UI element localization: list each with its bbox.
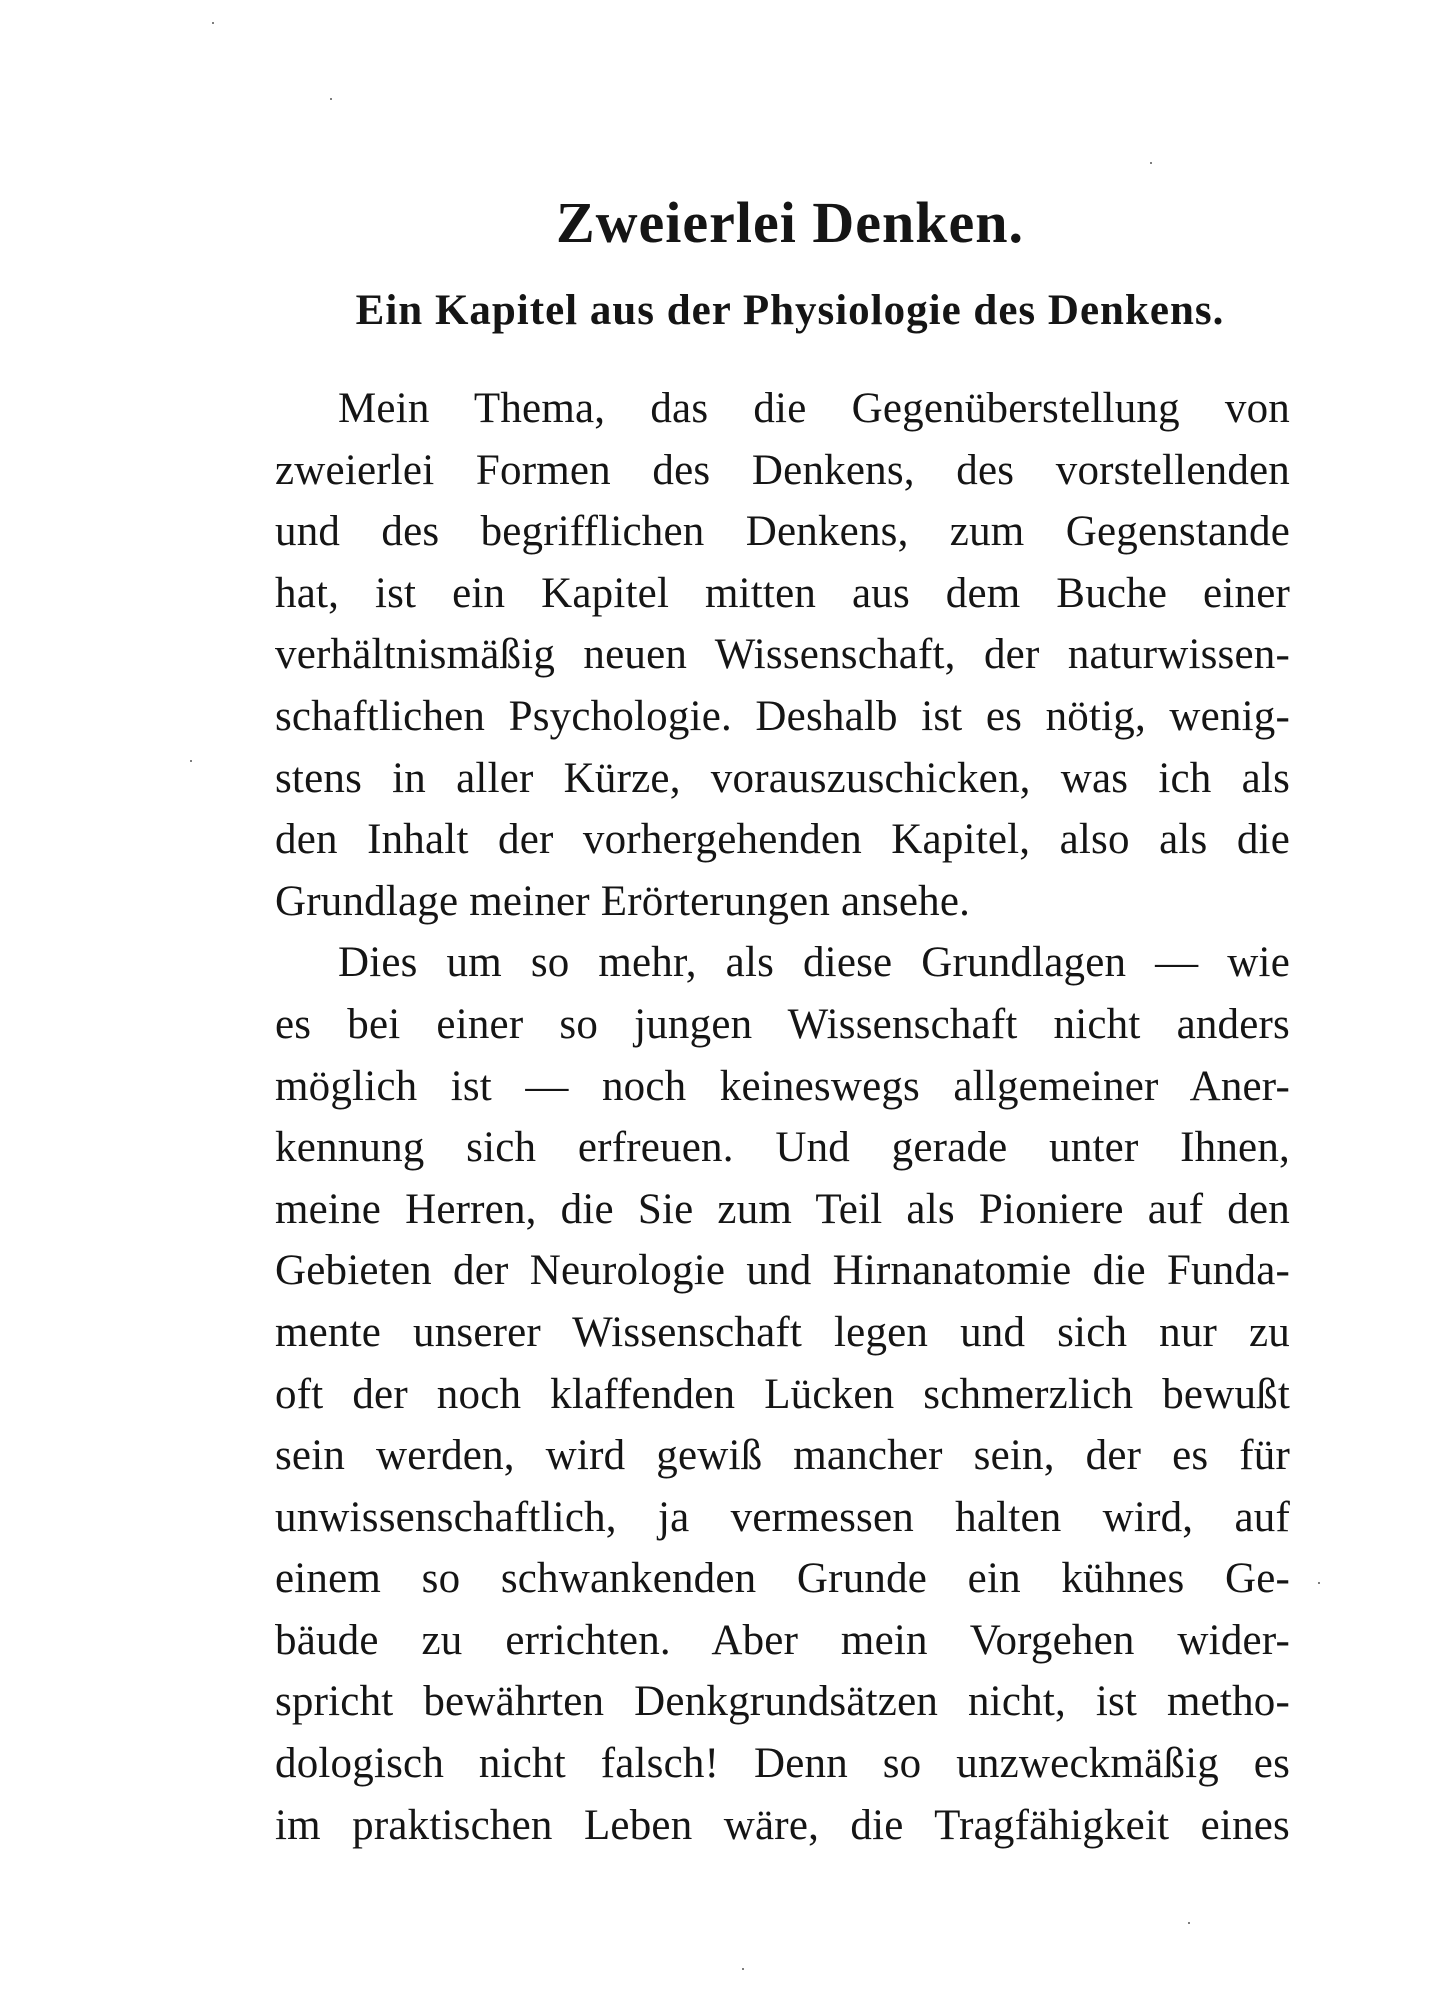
text-line: verhältnismäßig neuen Wissenschaft, der naturwissen- (275, 631, 1290, 679)
text-line: es bei einer so jungen Wissenschaft nicht anders (275, 1000, 1290, 1048)
scan-speck (1188, 1922, 1190, 1924)
text-line: stens in aller Kürze, vorauszuschicken, was ich als (275, 754, 1290, 802)
body-text (275, 378, 1290, 1856)
text-line: unwissenschaftlich, ja vermessen halten wird, auf (275, 1493, 1290, 1541)
scan-speck (1318, 1582, 1320, 1584)
paragraph (275, 932, 1290, 1856)
text-line: den Inhalt der vorhergehenden Kapitel, also als die (275, 816, 1290, 864)
text-line: und des begrifflichen Denkens, zum Gegenstande (275, 508, 1290, 556)
text-line: Grundlage meiner Erörterungen ansehe. (275, 877, 971, 925)
scan-speck (190, 760, 192, 762)
text-line: Gebieten der Neurologie und Hirnanatomie die Funda- (275, 1247, 1290, 1295)
text-line: sein werden, wird gewiß mancher sein, der es für (275, 1432, 1290, 1480)
scan-speck (1150, 162, 1152, 164)
text-line: schaftlichen Psychologie. Deshalb ist es nötig, wenig- (275, 692, 1290, 740)
scan-speck (330, 98, 332, 100)
text-line: im praktischen Leben wäre, die Tragfähigkeit eines (275, 1801, 1290, 1849)
text-line: mente unserer Wissenschaft legen und sich nur zu (275, 1308, 1290, 1356)
text-line: Dies um so mehr, als diese Grundlagen — wie (338, 939, 1290, 987)
text-line: Mein Thema, das die Gegenüberstellung von (338, 385, 1290, 432)
text-line: möglich ist — noch keineswegs allgemeiner Aner- (275, 1062, 1290, 1110)
text-line: bäude zu errichten. Aber mein Vorgehen wider- (275, 1616, 1290, 1664)
chapter-title: Zweierlei Denken. (555, 190, 1025, 255)
paragraph (275, 378, 1290, 932)
text-line: hat, ist ein Kapitel mitten aus dem Buche einer (275, 569, 1290, 617)
text-line: kennung sich erfreuen. Und gerade unter Ihnen, (275, 1124, 1290, 1172)
scan-speck (742, 1968, 744, 1970)
text-line: meine Herren, die Sie zum Teil als Pioniere auf den (275, 1185, 1290, 1233)
chapter-subtitle: Ein Kapitel aus der Physiologie des Denkens. (355, 287, 1225, 334)
text-line: oft der noch klaffenden Lücken schmerzlich bewußt (275, 1370, 1290, 1418)
text-line: dologisch nicht falsch! Denn so unzweckmäßig es (275, 1740, 1290, 1788)
text-line: spricht bewährten Denkgrundsätzen nicht, ist metho- (275, 1678, 1290, 1726)
scan-speck (212, 22, 214, 24)
text-line: zweierlei Formen des Denkens, des vorstellenden (275, 446, 1290, 494)
text-line: einem so schwankenden Grunde ein kühnes Ge- (275, 1555, 1290, 1603)
